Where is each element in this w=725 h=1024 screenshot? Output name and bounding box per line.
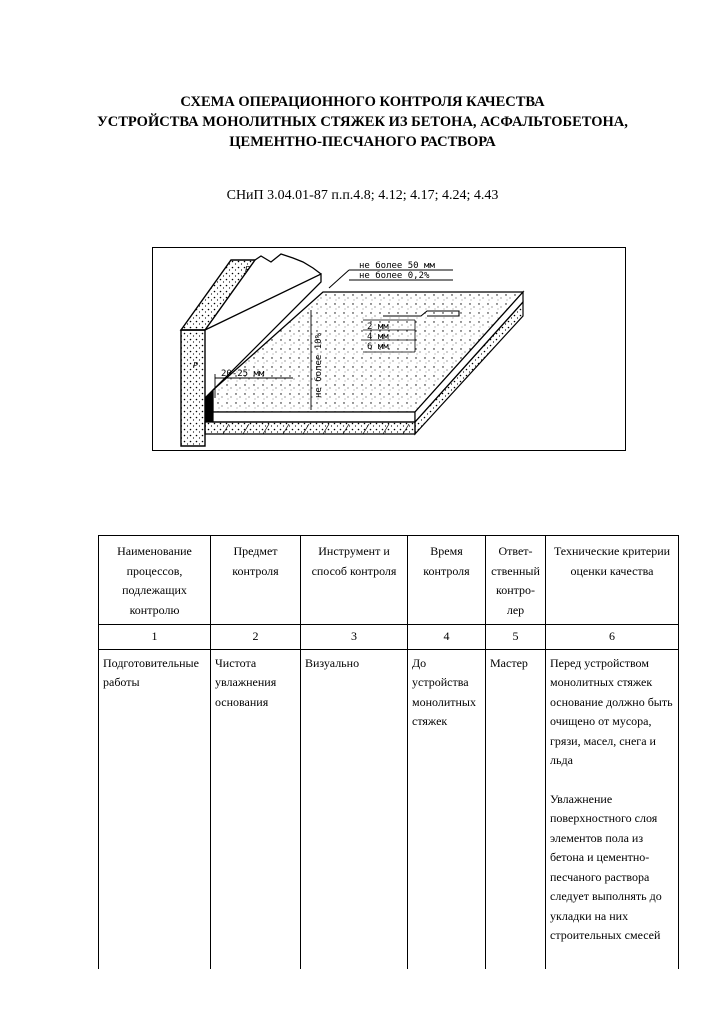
table-header-row <box>99 536 679 625</box>
cell-subject: Чистота увлажнения основания <box>211 649 301 969</box>
cell-criteria <box>546 649 679 969</box>
control-table <box>98 535 679 969</box>
document-title <box>40 92 685 152</box>
cell-responsible: Мастер <box>486 649 546 969</box>
col-number: 2 <box>211 625 301 650</box>
edge-gap <box>205 390 213 422</box>
header-responsible: Ответ-ственный контро-лер <box>486 536 546 625</box>
wall-break <box>255 254 321 274</box>
screed-diagram <box>152 247 626 451</box>
cell-time: До устройства монолитных стяжек <box>408 649 486 969</box>
table-number-row <box>99 625 679 650</box>
wall-mark-2: P <box>193 361 198 370</box>
label-4mm: 4 мм <box>367 332 389 342</box>
screed-front <box>213 412 415 422</box>
col-number: 5 <box>486 625 546 650</box>
cell-method: Визуально <box>301 649 408 969</box>
header-subject: Предмет контроля <box>211 536 301 625</box>
criteria-paragraph-1: Перед устройством монолитных стяжек основание должно быть очищено от мусора, грязи, масел, снега и льда <box>550 655 673 767</box>
label-6mm: 6 мм <box>367 342 389 352</box>
screed-drawing <box>153 248 627 452</box>
col-number: 6 <box>546 625 679 650</box>
title-line-2: УСТРОЙСТВА МОНОЛИТНЫХ СТЯЖЕК ИЗ БЕТОНА, АСФАЛЬТОБЕТОНА, <box>97 114 628 130</box>
col-number: 1 <box>99 625 211 650</box>
title-line-1: СХЕМА ОПЕРАЦИОННОГО КОНТРОЛЯ КАЧЕСТВА <box>180 94 545 110</box>
col-number: 3 <box>301 625 408 650</box>
header-criteria: Технические критерии оценки качества <box>546 536 679 625</box>
wall-mark: P <box>245 265 250 274</box>
table-row <box>99 649 679 969</box>
label-20-25: 20-25 мм <box>221 369 265 379</box>
criteria-paragraph-2: Увлажнение поверхностного слоя элементов пола из бетона и цементно-песчаного раствора следует выполнять до укладки на них строительных смесей <box>550 791 662 942</box>
title-line-3: ЦЕМЕНТНО-ПЕСЧАНОГО РАСТВОРА <box>229 134 496 150</box>
norm-reference: СНиП 3.04.01-87 п.п.4.8; 4.12; 4.17; 4.24; 4.43 <box>226 188 499 203</box>
header-process: Наименование процессов, подлежащих контролю <box>99 536 211 625</box>
label-max-10: не более 10% <box>314 332 324 398</box>
label-2mm: 2 мм <box>367 322 389 332</box>
wall-top <box>181 260 255 330</box>
label-max-02: не более 0,2% <box>359 271 430 281</box>
cell-process: Подготовительные работы <box>99 649 211 969</box>
header-method: Инструмент и способ контроля <box>301 536 408 625</box>
col-number: 4 <box>408 625 486 650</box>
base-front <box>205 422 415 434</box>
header-time: Время контроля <box>408 536 486 625</box>
label-max-50: не более 50 мм <box>359 261 435 271</box>
wall-front <box>181 330 205 446</box>
